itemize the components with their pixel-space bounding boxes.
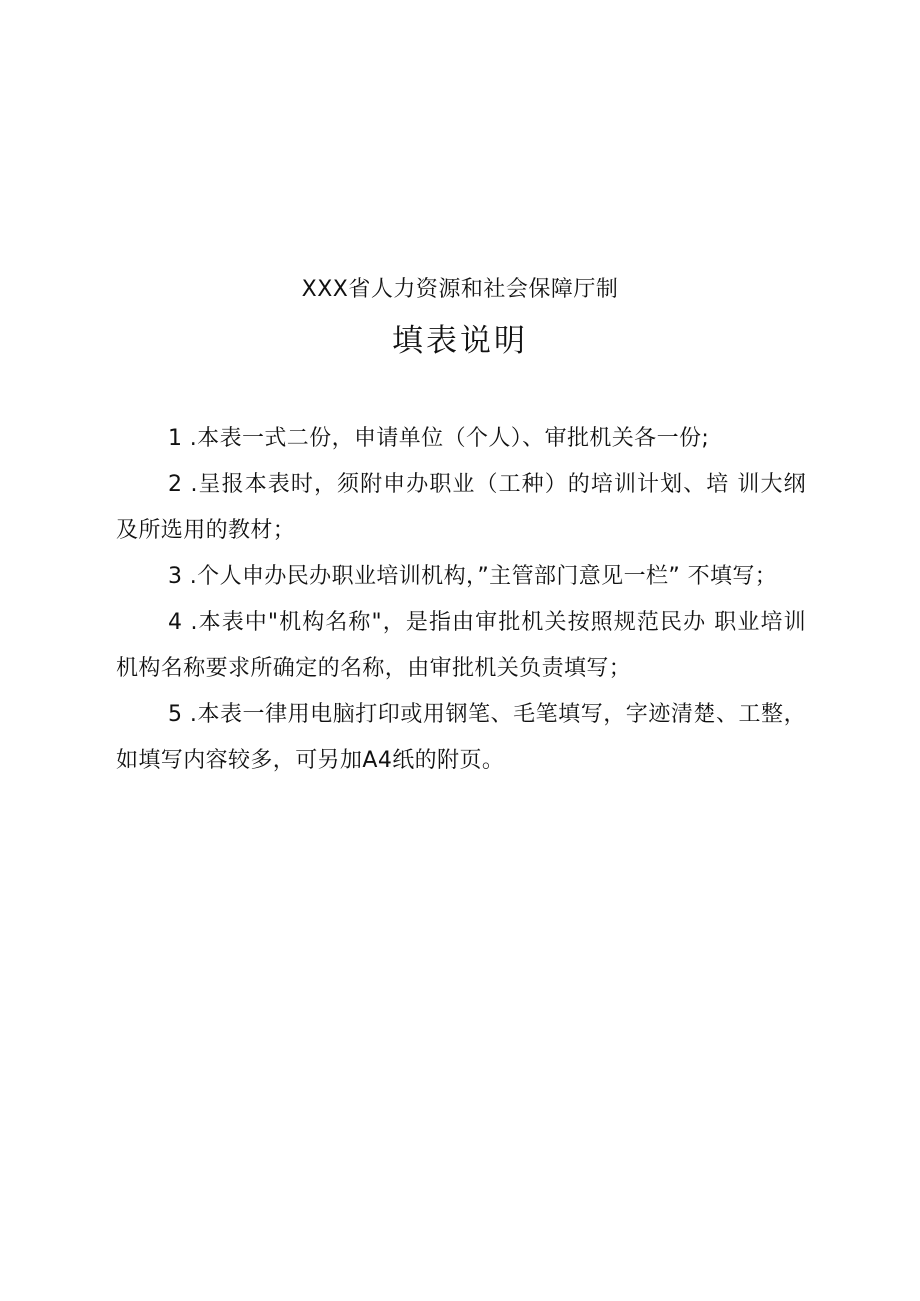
issuer-line: XXX省人力资源和社会保障厅制: [301, 277, 619, 302]
instruction-item-1: 1 .本表一式二份，申请单位（个人）、审批机关各一份;: [168, 426, 710, 451]
instruction-item-2: 2 .呈报本表时，须附申办职业（工种）的培训计划、培 训大纲及所选用的教材；: [116, 472, 806, 543]
instruction-item-4: 4 .本表中"机构名称"，是指由审批机关按照规范民办 职业培训机构名称要求所确定的名称，由审批机关负责填写；: [116, 610, 806, 681]
instruction-item-3: 3 .个人申办民办职业培训机构，”主管部门意见一栏” 不填写；: [168, 564, 778, 589]
instruction-list: [116, 416, 806, 784]
instruction-item-5: 5 .本表一律用电脑打印或用钢笔、毛笔填写，字迹清楚、工整，如填写内容较多，可另加A4纸的附页。: [116, 702, 806, 773]
page-title: 填表说明: [392, 323, 528, 359]
